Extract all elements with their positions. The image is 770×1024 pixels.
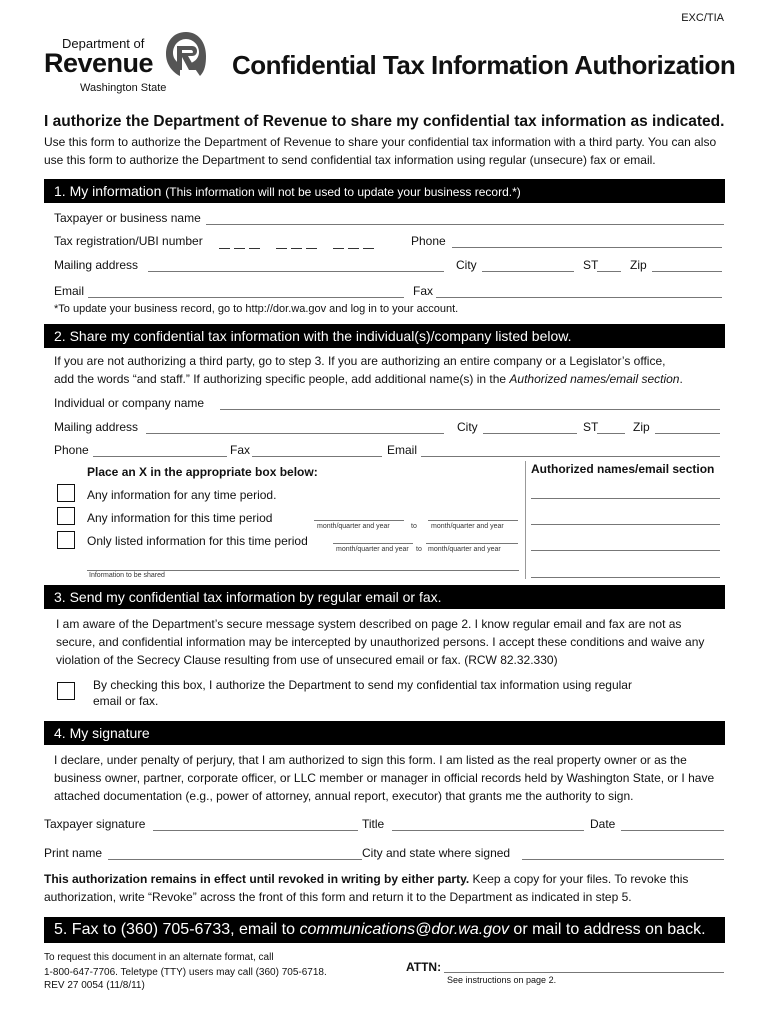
unsecured-consent-label: By checking this box, I authorize the Department to send my confidential tax information using regular email or fax. <box>93 678 632 708</box>
s2-city-field[interactable] <box>483 433 577 434</box>
s2-mailing-address-field[interactable] <box>146 433 444 434</box>
fax-label: Fax <box>413 284 434 298</box>
zip-field[interactable] <box>652 271 722 272</box>
intro-headline: I authorize the Department of Revenue to share my confidential tax information as indicated. <box>44 113 725 130</box>
authorized-names-header: Authorized names/email section <box>531 462 715 476</box>
option-period-start-field[interactable] <box>314 520 404 521</box>
option-listed-start-field[interactable] <box>333 543 413 544</box>
signer-title-label: Title <box>362 817 385 831</box>
unsecured-consent-checkbox[interactable] <box>57 682 75 700</box>
department-logo <box>44 30 209 100</box>
state-label: ST <box>583 258 599 272</box>
date-label: Date <box>590 817 616 831</box>
city-state-signed-label: City and state where signed <box>362 846 511 860</box>
taxpayer-name-label: Taxpayer or business name <box>54 211 201 225</box>
option-listed-to: to <box>416 546 422 553</box>
option-period-label: Any information for this time period <box>87 511 273 525</box>
s2-state-label: ST <box>583 420 599 434</box>
option-period-end-caption: month/quarter and year <box>431 523 504 530</box>
authorized-name-field-3[interactable] <box>531 550 720 551</box>
s2-zip-label: Zip <box>633 420 650 434</box>
city-field[interactable] <box>482 271 574 272</box>
city-label: City <box>456 258 477 272</box>
section-1-note: (This information will not be used to update your business record.*) <box>165 185 521 199</box>
print-name-label: Print name <box>44 846 103 860</box>
s2-zip-field[interactable] <box>655 433 720 434</box>
s2-fax-label: Fax <box>230 443 251 457</box>
s2-city-label: City <box>457 420 478 434</box>
information-shared-caption: Information to be shared <box>89 572 165 579</box>
authorized-name-field-2[interactable] <box>531 524 720 525</box>
form-code: EXC/TIA <box>681 12 724 24</box>
mailing-address-field[interactable] <box>148 271 444 272</box>
ubi-number-field[interactable] <box>219 236 378 254</box>
place-x-instruction: Place an X in the appropriate box below: <box>87 465 318 479</box>
authorized-name-field-4[interactable] <box>531 577 720 578</box>
section-3-header: 3. Send my confidential tax information by regular email or fax. <box>44 585 725 609</box>
signer-title-field[interactable] <box>392 830 584 831</box>
option-any-label: Any information for any time period. <box>87 488 277 502</box>
section-1-title: 1. My information <box>54 183 162 199</box>
section-4-body: I declare, under penalty of perjury, that I am authorized to sign this form. I am listed as the real property owner or as the business owner, partner, corporate officer, or LLC member or manager in official records held by Washington State, or I have attached documentation (e.g., power of attorney, annual report, executor) that grants me the authority to sign. <box>54 753 715 803</box>
option-any-checkbox[interactable] <box>57 484 75 502</box>
s2-phone-field[interactable] <box>93 456 227 457</box>
option-listed-label: Only listed information for this time period <box>87 534 308 548</box>
phone-label: Phone <box>411 234 446 248</box>
state-field[interactable] <box>597 271 621 272</box>
option-listed-end-caption: month/quarter and year <box>428 546 501 553</box>
taxpayer-name-field[interactable] <box>206 224 724 225</box>
section-5-header: 5. Fax to (360) 705-6733, email to communications@dor.wa.gov or mail to address on back. <box>44 917 725 943</box>
s2-fax-field[interactable] <box>252 456 382 457</box>
section-4-header: 4. My signature <box>44 721 725 745</box>
s2-email-label: Email <box>387 443 418 457</box>
information-shared-field[interactable] <box>87 570 519 571</box>
option-period-start-caption: month/quarter and year <box>317 523 390 530</box>
logo-line-2: Revenue <box>44 48 154 78</box>
s2-email-field[interactable] <box>421 456 720 457</box>
section-3-body: I am aware of the Department’s secure message system described on page 2. I know regular email and fax are not as secure, and confidential information may be intercepted by unauthorized persons. I accept these conditions and waive any violation of the Secrecy Clause resulting from use of unsecured email or fax. (RCW 82.32.330) <box>56 617 705 667</box>
taxpayer-signature-label: Taxpayer signature <box>44 817 146 831</box>
date-field[interactable] <box>621 830 724 831</box>
individual-name-field[interactable] <box>220 409 720 410</box>
section-1-header <box>44 179 725 203</box>
see-instructions-note: See instructions on page 2. <box>447 975 557 985</box>
fax-field[interactable] <box>436 297 722 298</box>
section-2-header: 2. Share my confidential tax information with the individual(s)/company listed below. <box>44 324 725 348</box>
logo-emblem-icon <box>164 30 208 80</box>
option-listed-start-caption: month/quarter and year <box>336 546 409 553</box>
option-period-checkbox[interactable] <box>57 507 75 525</box>
mailing-address-label: Mailing address <box>54 258 139 272</box>
attn-label: ATTN: <box>406 960 442 974</box>
intro-body: Use this form to authorize the Department of Revenue to share your confidential tax information with a third party. You can also use this form to authorize the Department to send confidential tax information using regular (unsecure) fax or email. <box>44 135 717 167</box>
section-2-instructions: If you are not authorizing a third party, go to step 3. If you are authorizing an entire company or a Legislator’s office, add the words “and staff.” If authorizing specific people, add additional name(s) in the Authorized names/email section. <box>54 354 683 386</box>
city-state-signed-field[interactable] <box>522 859 724 860</box>
update-record-footnote: *To update your business record, go to http://dor.wa.gov and log in to your account. <box>54 303 459 315</box>
s2-state-field[interactable] <box>597 433 625 434</box>
individual-name-label: Individual or company name <box>54 396 205 410</box>
s2-phone-label: Phone <box>54 443 89 457</box>
option-listed-end-field[interactable] <box>426 543 518 544</box>
option-listed-checkbox[interactable] <box>57 531 75 549</box>
authorization-effect-note: This authorization remains in effect until revoked in writing by either party. Keep a copy for your files. To revoke this authorization, write “Revoke” across the front of this form and return it to the Department as indicated in step 5. <box>44 872 689 904</box>
print-name-field[interactable] <box>108 859 362 860</box>
phone-field[interactable] <box>452 247 722 248</box>
authorized-name-field-1[interactable] <box>531 498 720 499</box>
ubi-label: Tax registration/UBI number <box>54 234 203 248</box>
email-field[interactable] <box>88 297 404 298</box>
option-period-end-field[interactable] <box>428 520 518 521</box>
s2-mailing-address-label: Mailing address <box>54 420 139 434</box>
taxpayer-signature-field[interactable] <box>153 830 358 831</box>
form-title: Confidential Tax Information Authorization <box>232 50 736 80</box>
option-period-to: to <box>411 523 417 530</box>
logo-line-3: Washington State <box>80 82 167 94</box>
email-label: Email <box>54 284 85 298</box>
attn-field[interactable] <box>444 972 724 973</box>
section-2-divider <box>525 461 526 579</box>
logo-line-1: Department of <box>62 36 145 51</box>
submission-email-link[interactable]: communications@dor.wa.gov <box>299 921 509 938</box>
zip-label: Zip <box>630 258 647 272</box>
form-revision: REV 27 0054 (11/8/11) <box>44 980 145 991</box>
alternate-format-note: To request this document in an alternate format, call 1-800-647-7706. Teletype (TTY) users may call (360) 705-6718. REV 27 0054 (11/8/11) <box>44 952 327 991</box>
